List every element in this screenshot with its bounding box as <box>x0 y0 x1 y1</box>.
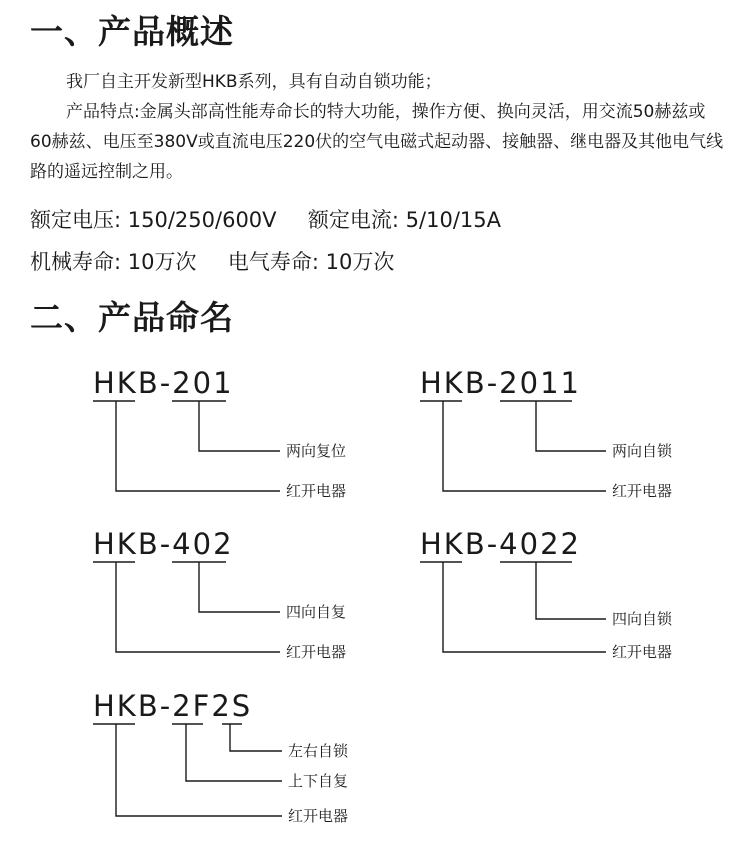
section1-title: 一、产品概述 <box>30 12 234 51</box>
label-2f2s-brand: 红开电器 <box>288 807 349 825</box>
label-2011-function: 两向自锁 <box>612 442 673 460</box>
connector-201-brand <box>116 401 280 491</box>
mech-life-value: 10万次 <box>127 250 197 274</box>
connector-2f2s-brand <box>116 724 282 816</box>
label-402-brand: 红开电器 <box>286 643 347 661</box>
connector-201-function <box>199 401 280 451</box>
connector-2011-brand <box>443 401 606 491</box>
label-4022-brand: 红开电器 <box>612 643 673 661</box>
label-201-brand: 红开电器 <box>286 482 347 500</box>
rated-current-value: 5/10/15A <box>405 208 501 232</box>
label-2f2s-up-down: 上下自复 <box>288 772 349 790</box>
label-2011-brand: 红开电器 <box>612 482 673 500</box>
model-code-hkb-2011: HKB-2011 <box>420 366 581 400</box>
model-code-hkb-402: HKB-402 <box>93 527 234 561</box>
rated-voltage-label: 额定电压: <box>30 208 122 232</box>
connector-402-function <box>199 562 280 612</box>
section2-title: 二、产品命名 <box>30 298 234 337</box>
rated-voltage-value: 150/250/600V <box>127 208 277 232</box>
model-code-hkb-2f2s: HKB-2F2S <box>93 689 253 723</box>
mech-life-label: 机械寿命: <box>30 250 122 274</box>
elec-life-label: 电气寿命: <box>227 250 319 274</box>
label-201-function: 两向复位 <box>286 442 347 460</box>
label-2f2s-left-right: 左右自锁 <box>288 742 349 760</box>
intro-paragraph-2: 产品特点:金属头部高性能寿命长的特大功能，操作方便、换向灵活，用交流50赫兹或60赫兹、电压至380V或直流电压220伏的空气电磁式起动器、接触器、继电器及其他电气线路的遥远控制之用。 <box>30 102 724 182</box>
model-code-hkb-201: HKB-201 <box>93 366 234 400</box>
model-code-hkb-4022: HKB-4022 <box>420 527 581 561</box>
connector-4022-function <box>536 562 606 619</box>
connector-2f2s-left-right <box>230 724 282 751</box>
rated-current-label: 额定电流: <box>307 208 399 232</box>
connector-2f2s-up-down <box>186 724 282 781</box>
connector-2011-function <box>536 401 606 451</box>
elec-life-value: 10万次 <box>325 250 395 274</box>
connector-402-brand <box>116 562 280 652</box>
intro-paragraph-1: 我厂自主开发新型HKB系列，具有自动自锁功能； <box>66 72 442 92</box>
connector-4022-brand <box>443 562 606 652</box>
label-402-function: 四向自复 <box>286 603 347 621</box>
label-4022-function: 四向自锁 <box>612 610 673 628</box>
